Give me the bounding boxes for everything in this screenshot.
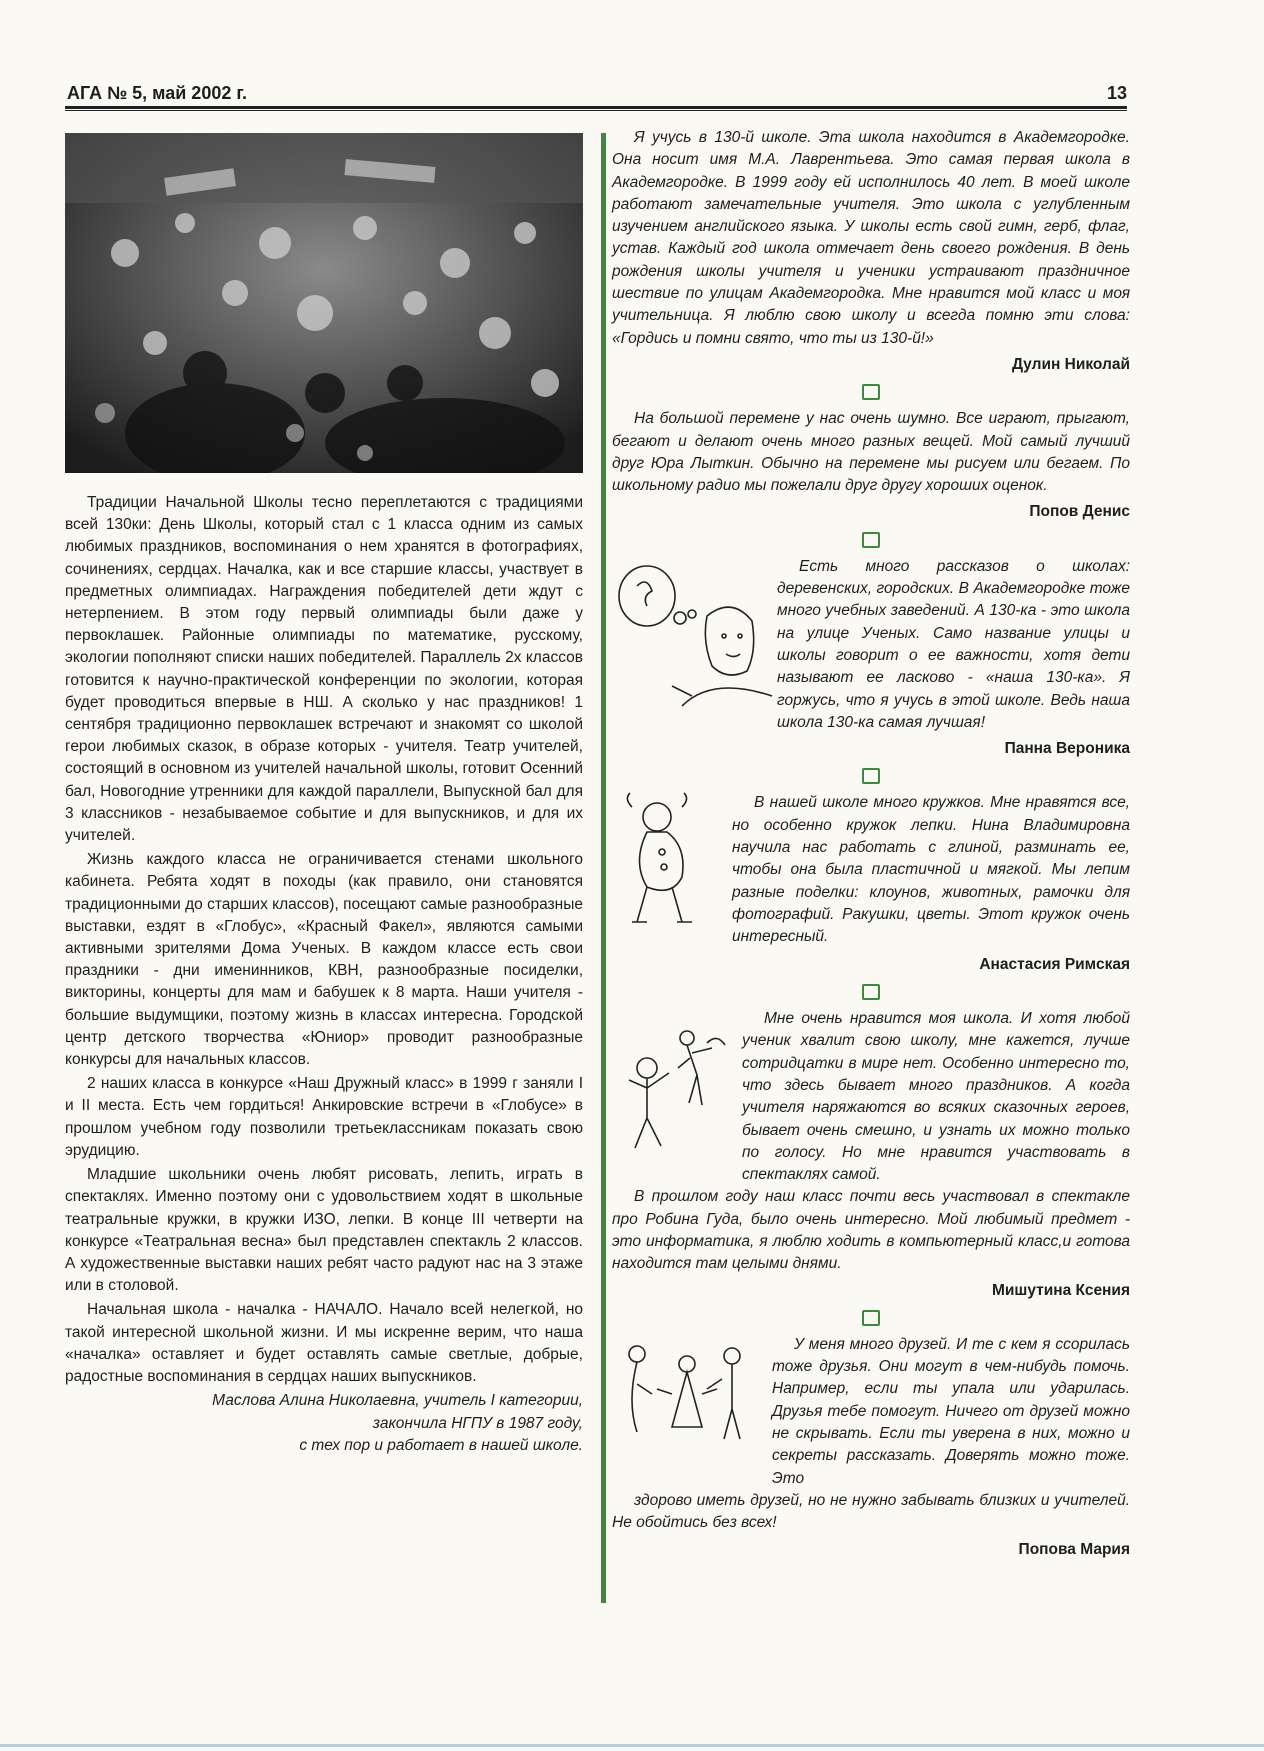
clown-drawing [612,792,732,949]
page-number: 13 [1106,83,1127,103]
story-text: В нашей школе много кружков. Мне нравятся все, но особенно кружок лепки. Нина Владимировна научила нас работать с глиной, разминать ее, чтобы она была пластичной и мягкой. Мы лепим разные поделки: клоунов, животных, рамочки для фотографий. Ракушки, цветы. Этот кружок очень интересный. [732,794,1130,946]
story-author: Панна Вероника [1004,740,1130,758]
signature-line: с тех пор и работает в нашей школе. [299,1437,583,1455]
student-stories [612,127,1130,1565]
page-header-issue: АГА № 5, май 2002 г. [67,83,248,103]
story-text: Я учусь в 130-й школе. Эта школа находится в Академгородке. Она носит имя М.А. Лаврентьева. Это самая первая школа в Академгородке. В 1999 году ей исполнилось 40 лет. В моей школе работают замечательные учителя. Это школа с углубленным изучением английского языка. У школы есть свой гимн, герб, флаг, устав. Каждый год школа отмечает день своего рождения. В день рождения школы учителя и ученики устраивают праздничное шествие по улицам Академгородка. Мне нравится мой класс и моя учительница. Я люблю свою школу и всегда помню эти слова: «Гордись и помни свято, что ты из 130-й!» [612,129,1130,347]
story-6 [612,1334,1130,1561]
story-text: На большой перемене у нас очень шумно. Все играют, прыгают, бегают и делают очень много разных вещей. Мой самый лучший друг Юра Лыткин. Обычно на перемене мы рисуем или бегаем. По школьному радио мы пожелали друг другу хороших оценок. [612,410,1130,495]
story-author: Попов Денис [1029,503,1130,521]
separator-icon [862,1310,880,1326]
separator-icon [862,384,880,400]
story-author: Попова Мария [1018,1540,1130,1558]
story-text: Мне очень нравится моя школа. И хотя любой ученик хвалит свою школу, мне кажется, лучше сотридцатки в мире нет. Особенно интересно то, что здесь бывает много праздников. А когда учителя наряжаются во всяких сказочных героев, бывает очень смешно, и узнать их можно только по голосу. Но мне нравится участвовать в спектаклях самой. [742,1010,1130,1184]
crowd-photo [65,133,583,473]
story-3 [612,556,1130,761]
story-author: Дулин Николай [1011,355,1130,373]
signature-line: закончила НГПУ в 1987 году, [372,1414,583,1432]
story-5 [612,1008,1130,1302]
story-text-continuation: В прошлом году наш класс почти весь участвовал в спектакле про Робина Гуда, было очень интересно. Мой любимый предмет - это информатика, я люблю ходить в компьютерный класс,и готова находится там целыми днями. [612,1188,1130,1273]
story-text: У меня много друзей. И те с кем я ссорилась тоже друзья. Они могут в чем-нибудь помочь. Например, если ты упала или ударилась. Друзья тебе помогут. Ничего от друзей можно не скрывать. Если ты уверена в них, можно и секреты рассказать. Доверять можно тоже. Это [772,1335,1130,1487]
dancing-figures-drawing [612,1008,742,1175]
column-divider [601,133,606,1603]
story-1 [612,127,1130,376]
signature-line: Маслова Алина Николаевна, учитель I категории, [212,1392,583,1410]
article-signature [65,1390,583,1458]
story-text: Есть много рассказов о школах: деревенских, городских. В Академгородке тоже много учебных заведений. А 130-ка - это школа на улице Ученых. Само название улицы и школы говорит о ее важности, хотя дети называют ее ласково - «наша 130-ка». Я горжусь, что я учусь в этой школе. Ведь наша школа 130-ка самая лучшая! [777,557,1130,731]
article-paragraph: Жизнь каждого класса не ограничивается стенами школьного кабинета. Ребята ходят в походы (как правило, они становятся традиционными до старших классов), посещают самые разнообразные выставки, ездят в «Глобус», «Красный Факел», являются самыми активными зрителями Дома Ученых. В каждом классе есть свои праздники - дни именинников, КВН, разнообразные посиделки, викторины, концерты для мам и бабушек к 8 марта. Наши учителя - большие выдумщики, поэтому жизнь в классах интересна. Городской центр детского творчества «Юниор» проводит разнообразные конкурсы для начальных классов. [65,851,583,1069]
girl-thinking-drawing [612,556,777,728]
bottom-edge [0,1744,1264,1747]
story-4 [612,792,1130,976]
article-paragraph: 2 наших класса в конкурсе «Наш Дружный класс» в 1999 г заняли I и II места. Есть чем гордиться! Анкировские встречи в «Глобусе» в прошлом учебном году позволили третьеклассникам показать свою эрудицию. [65,1075,583,1159]
article-paragraph: Младшие школьники очень любят рисовать, лепить, играть в спектаклях. Именно поэтому они с удовольствием ходят в школьные театральные кружки, в кружки ИЗО, лепки. В конце III четверти на конкурсе «Театральная весна» был представлен спектакль 2 классов. А художественные выставки наших ребят часто радуют нас на 3 этаже или в столовой. [65,1166,583,1295]
separator-icon [862,984,880,1000]
separator-icon [862,532,880,548]
story-text-continuation: здорово иметь друзей, но не нужно забывать близких и учителей. Не обойтись без всех! [612,1491,1130,1532]
friends-drawing [612,1334,772,1476]
story-author: Анастасия Римская [979,955,1130,973]
separator-icon [862,768,880,784]
story-author: Мишутина Ксения [991,1281,1130,1299]
header-rule [65,106,1127,111]
story-2 [612,408,1130,523]
article-paragraph: Традиции Начальной Школы тесно переплетаются с традициями всей 130ки: День Школы, который стал с 1 класса одним из самых любимых праздников, воспоминания о нем хранятся в фотографиях, сочинениях, сердцах. Началка, как и все старшие классы, участвует в предметных олимпиадах. Награждения победителей дети ждут с нетерпением. В этом году первый олимпиады были даже у первоклашек. Районные олимпиады по математике, русскому, экологии пополняют списки наших победителей. Параллель 2х классов готовится к научно-практической конференции по экологии, которая будет проводиться впервые в НШ. А сколько у нас праздников! 1 сентября традиционно первоклашек встречают и знакомят со школой герои любимых сказок, в образе которых - учителя. Театр учителей, состоящий в основном из учителей начальной школы, готовит Осенний бал, Новогодние утренники для каждой параллели, Выпускной бал для 3 классников - незабываемое событие и для выпускников, и для их учителей. [65,494,583,845]
article-paragraph: Начальная школа - началка - НАЧАЛО. Начало всей нелегкой, но такой интересной школьной жизни. И мы искренне верим, что наша «началка» оставляет и будет оставлять самые светлые, добрые, радостные воспоминания в сердцах наших выпускников. [65,1301,583,1385]
left-article [65,492,583,1458]
